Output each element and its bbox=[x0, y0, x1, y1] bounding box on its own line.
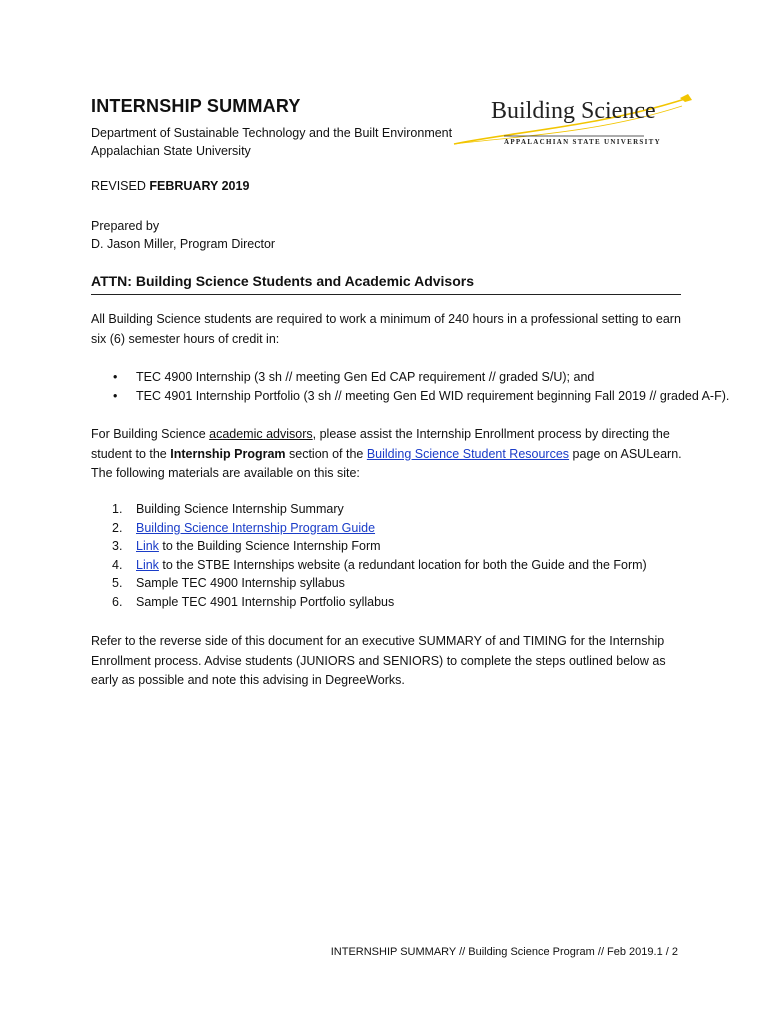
material-text: to the STBE Internships website (a redundant location for both the Guide and the Form) bbox=[158, 557, 647, 572]
internship-form-link[interactable]: Link bbox=[136, 539, 159, 553]
department-block bbox=[91, 124, 452, 160]
department-name: Department of Sustainable Technology and the Built Environment bbox=[91, 126, 453, 140]
list-item bbox=[91, 500, 647, 519]
attn-heading bbox=[91, 273, 474, 289]
list-item bbox=[91, 593, 647, 612]
academic-advisors-text: academic advisors bbox=[209, 427, 313, 441]
list-number: 6. bbox=[112, 594, 123, 609]
student-resources-link[interactable]: Building Science Student Resources bbox=[366, 446, 570, 461]
material-text: Sample TEC 4900 Internship syllabus bbox=[136, 576, 345, 590]
revised-date-value: FEBRUARY 2019 bbox=[149, 179, 250, 193]
advisors-paragraph bbox=[91, 425, 683, 484]
attn-text: Building Science Students and Academic Advisors bbox=[135, 273, 474, 289]
revised-date bbox=[91, 179, 249, 193]
closing-paragraph: Refer to the reverse side of this document for an executive SUMMARY of and TIMING for the Internship Enrollment process. Advise students (JUNIORS and SENIORS) to complete the steps outlined below as early as possible and note this advising in DegreeWorks. bbox=[91, 634, 666, 687]
list-item bbox=[91, 519, 647, 538]
list-number: 3. bbox=[112, 539, 123, 553]
advisors-text-4: page on ASULearn. The following materials are available on this site: bbox=[91, 446, 682, 480]
bullet-icon: • bbox=[113, 389, 118, 403]
heading-divider bbox=[91, 294, 681, 295]
logo-subtitle: APPALACHIAN STATE UNIVERSITY bbox=[504, 138, 661, 146]
revised-prefix: REVISED bbox=[91, 179, 146, 193]
list-number: 2. bbox=[112, 520, 123, 535]
list-item bbox=[91, 574, 647, 593]
stbe-website-link[interactable]: Link bbox=[136, 557, 159, 572]
prepared-by-name: D. Jason Miller, Program Director bbox=[91, 237, 276, 251]
prepared-block bbox=[91, 217, 275, 253]
intro-paragraph: All Building Science students are required to work a minimum of 240 hours in a professional setting to earn six (6) semester hours of credit in: bbox=[91, 312, 681, 346]
logo-title: Building Science bbox=[491, 98, 656, 124]
document-title: INTERNSHIP SUMMARY bbox=[91, 96, 301, 116]
materials-list bbox=[91, 500, 647, 611]
list-item-text: TEC 4901 Internship Portfolio (3 sh // meeting Gen Ed WID requirement beginning Fall 2019 // graded A-F). bbox=[136, 389, 730, 403]
list-item-text: TEC 4900 Internship (3 sh // meeting Gen Ed CAP requirement // graded S/U); and bbox=[136, 370, 595, 384]
course-list bbox=[91, 368, 729, 406]
material-text: Building Science Internship Summary bbox=[136, 502, 344, 516]
list-number: 1. bbox=[112, 502, 123, 516]
material-text: to the Building Science Internship Form bbox=[158, 539, 381, 553]
list-item bbox=[91, 368, 729, 387]
material-text: Sample TEC 4901 Internship Portfolio syllabus bbox=[136, 594, 395, 609]
advisors-text-3: section of the bbox=[285, 446, 367, 461]
advisors-text-2: , please assist the Internship Enrollment process by directing the student to the bbox=[91, 427, 670, 461]
list-item bbox=[91, 537, 647, 556]
list-number: 4. bbox=[112, 557, 123, 572]
internship-program-text: Internship Program bbox=[170, 446, 286, 461]
list-item bbox=[91, 556, 647, 575]
list-number: 5. bbox=[112, 576, 123, 590]
bullet-icon: • bbox=[113, 370, 118, 384]
list-item bbox=[91, 387, 729, 406]
university-name: Appalachian State University bbox=[91, 144, 251, 158]
prepared-by-label: Prepared by bbox=[91, 219, 160, 233]
program-guide-link[interactable]: Building Science Internship Program Guide bbox=[136, 520, 376, 535]
attn-prefix: ATTN: bbox=[91, 273, 132, 289]
advisors-text-1: For Building Science bbox=[91, 427, 210, 441]
page-footer: INTERNSHIP SUMMARY // Building Science Program // Feb 2019.1 / 2 bbox=[330, 946, 678, 958]
